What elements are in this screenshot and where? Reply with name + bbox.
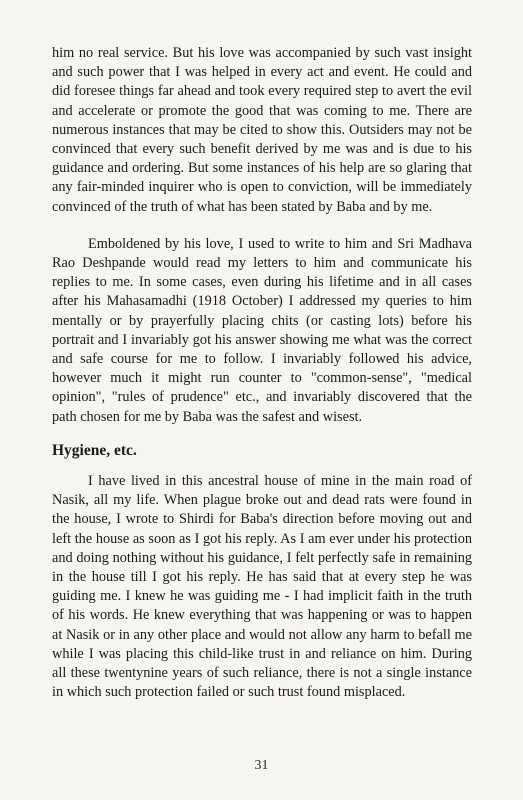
page-body [52,44,472,703]
paragraph-continuation: him no real service. But his love was accompanied by such vast insight and such power that I was helped in every act and event. He could and did foresee things far ahead and took every required step to avert the evil and accelerate or promote the good that was coming to me. There are numerous instances that may be cited to show this. Outsiders may not be convinced that every such benefit derived by me was and is due to his guidance and ordering. But some instances of his help are so glaring that any fair-minded inquirer who is open to conviction, will be immediately convinced of the truth of what has been stated by Baba and by me. [52,45,472,215]
page-number: 31 [254,758,269,773]
paragraph-letters: Emboldened by his love, I used to write to him and Sri Madhava Rao Deshpande would read my letters to him and communicate his replies to me. In some cases, even during his lifetime and in all cases after his Mahasamadhi (1918 October) I addressed my queries to him mentally or by prayerfully placing chits (or casting lots) before his portrait and I invariably got his answer showing me what was the correct and safe course for me to follow. I invariably followed his advice, however much it might run counter to "common-sense", "medical opinion", "rules of prudence" etc., and invariably discovered that the path chosen for me by Baba was the safest and wisest. [52,235,472,425]
paragraph-hygiene: I have lived in this ancestral house of mine in the main road of Nasik, all my life. When plague broke out and dead rats were found in the house, I wrote to Shirdi for Baba's direction before moving out and left the house as soon as I got his reply. As I am ever under his protection and doing nothing without his guidance, I felt perfectly safe in remaining in the house till I got his reply. He has said that at every step he was guiding me. I knew he was guiding me - I had implicit faith in the truth of his words. He knew everything that was happening or was to happen at Nasik or in any other place and would not allow any harm to befall me while I was placing this child-like trust in and reliance on him. During all these twentynine years of such reliance, there is not a single instance in which such protection failed or such trust found misplaced. [52,473,472,701]
section-heading: Hygiene, etc. [52,441,137,459]
